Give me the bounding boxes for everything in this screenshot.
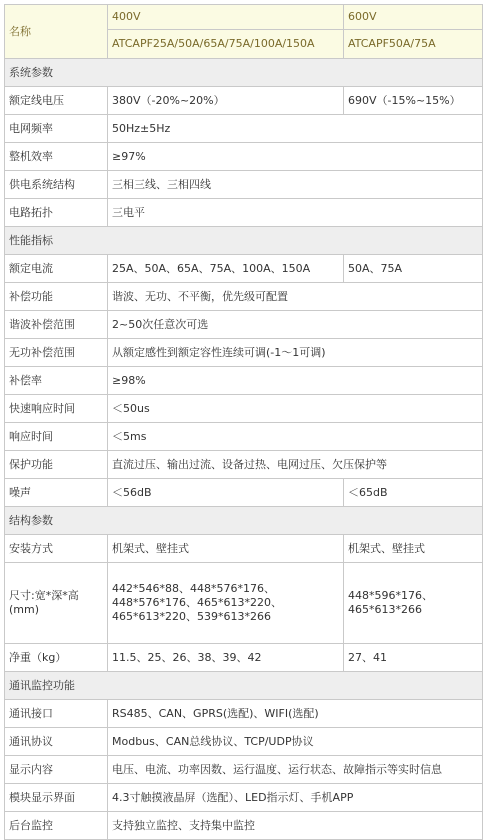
cell-600: 690V（-15%~15%） (344, 87, 483, 115)
row-label: 噪声 (5, 479, 108, 507)
row-label: 补偿功能 (5, 283, 108, 311)
cell-value: 三相三线、三相四线 (108, 171, 483, 199)
cell-400: 11.5、25、26、38、39、42 (108, 644, 344, 672)
row-label: 通讯接口 (5, 700, 108, 728)
table-row (5, 451, 483, 479)
dimension-line: 442*546*88、448*576*176、 (112, 582, 275, 595)
table-row (5, 784, 483, 812)
voltage-400-header: 400V (108, 5, 344, 30)
cell-600: 50A、75A (344, 255, 483, 283)
row-label: 通讯协议 (5, 728, 108, 756)
table-row (5, 87, 483, 115)
cell-400: 机架式、壁挂式 (108, 535, 344, 563)
cell-value: ≥97% (108, 143, 483, 171)
cell-value: 三电平 (108, 199, 483, 227)
cell-600: 机架式、壁挂式 (344, 535, 483, 563)
table-row (5, 171, 483, 199)
row-label: 安装方式 (5, 535, 108, 563)
row-label: 无功补偿范围 (5, 339, 108, 367)
row-label: 模块显示界面 (5, 784, 108, 812)
row-label: 电网频率 (5, 115, 108, 143)
table-row (5, 115, 483, 143)
table-row (5, 563, 483, 644)
section-title: 结构参数 (5, 507, 483, 535)
cell-value: Modbus、CAN总线协议、TCP/UDP协议 (108, 728, 483, 756)
dimension-line: 465*613*266 (348, 603, 422, 616)
row-label: 电路拓扑 (5, 199, 108, 227)
table-row (5, 5, 483, 30)
cell-value: 直流过压、输出过流、设备过热、电网过压、欠压保护等 (108, 451, 483, 479)
cell-value: 电压、电流、功率因数、运行温度、运行状态、故障指示等实时信息 (108, 756, 483, 784)
cell-600: 27、41 (344, 644, 483, 672)
row-label: 后台监控 (5, 812, 108, 840)
models-400: ATCAPF25A/50A/65A/75A/100A/150A (108, 30, 344, 59)
dimension-line: 448*576*176、465*613*220、 (112, 596, 282, 609)
table-row (5, 644, 483, 672)
row-label: 快速响应时间 (5, 395, 108, 423)
row-label: 保护功能 (5, 451, 108, 479)
cell-400: ＜56dB (108, 479, 344, 507)
table-row (5, 728, 483, 756)
name-header: 名称 (5, 5, 108, 59)
table-row (5, 311, 483, 339)
section-row (5, 59, 483, 87)
table-row (5, 367, 483, 395)
row-label: 整机效率 (5, 143, 108, 171)
table-row (5, 283, 483, 311)
cell-400: 380V（-20%~20%） (108, 87, 344, 115)
cell-400 (108, 563, 344, 644)
cell-600 (344, 563, 483, 644)
row-label: 额定线电压 (5, 87, 108, 115)
dimension-line: 448*596*176、 (348, 589, 433, 602)
section-title: 系统参数 (5, 59, 483, 87)
row-label: 显示内容 (5, 756, 108, 784)
row-label: 供电系统结构 (5, 171, 108, 199)
models-600: ATCAPF50A/75A (344, 30, 483, 59)
cell-value: RS485、CAN、GPRS(选配)、WIFI(选配) (108, 700, 483, 728)
cell-value: 2~50次任意次可选 (108, 311, 483, 339)
section-title: 性能指标 (5, 227, 483, 255)
section-title: 通讯监控功能 (5, 672, 483, 700)
row-label: 响应时间 (5, 423, 108, 451)
label-line: (mm) (9, 603, 40, 616)
voltage-600-header: 600V (344, 5, 483, 30)
row-label: 补偿率 (5, 367, 108, 395)
cell-value: ＜5ms (108, 423, 483, 451)
table-row (5, 700, 483, 728)
dimension-line: 465*613*220、539*613*266 (112, 610, 271, 623)
cell-600: ＜65dB (344, 479, 483, 507)
table-row (5, 395, 483, 423)
table-row (5, 756, 483, 784)
section-row (5, 507, 483, 535)
table-row (5, 143, 483, 171)
row-label: 额定电流 (5, 255, 108, 283)
row-label (5, 563, 108, 644)
table-row (5, 199, 483, 227)
cell-value: 50Hz±5Hz (108, 115, 483, 143)
table-row (5, 423, 483, 451)
spec-table (4, 4, 483, 840)
cell-value: 谐波、无功、不平衡，优先级可配置 (108, 283, 483, 311)
section-row (5, 672, 483, 700)
table-row (5, 479, 483, 507)
row-label: 净重（kg） (5, 644, 108, 672)
section-row (5, 227, 483, 255)
cell-400: 25A、50A、65A、75A、100A、150A (108, 255, 344, 283)
table-row (5, 535, 483, 563)
cell-value: 4.3寸触摸液晶屏（选配）、LED指示灯、手机APP (108, 784, 483, 812)
cell-value: 支持独立监控、支持集中监控 (108, 812, 483, 840)
label-line: 尺寸:宽*深*高 (9, 589, 79, 602)
table-row (5, 339, 483, 367)
table-row (5, 812, 483, 840)
cell-value: ≥98% (108, 367, 483, 395)
cell-value: ＜50us (108, 395, 483, 423)
table-row (5, 255, 483, 283)
cell-value: 从额定感性到额定容性连续可调(-1～1可调) (108, 339, 483, 367)
row-label: 谐波补偿范围 (5, 311, 108, 339)
